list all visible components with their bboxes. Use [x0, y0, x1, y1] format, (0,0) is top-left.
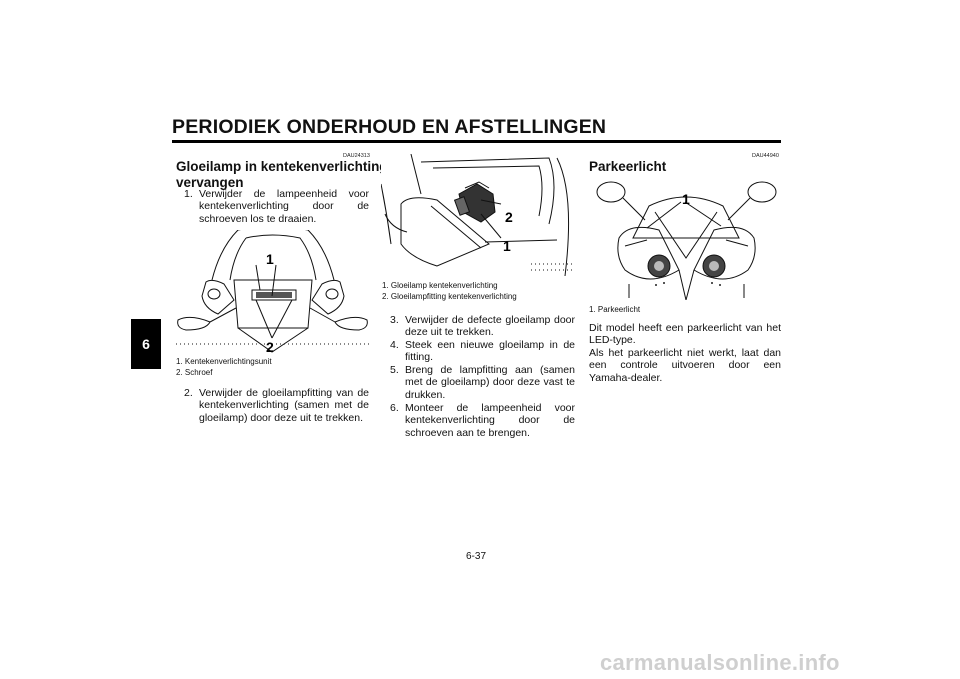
step-number: 1.	[184, 188, 193, 200]
step-text: Steek een nieuwe gloeilamp in de fitting.	[405, 339, 575, 364]
caption-1: 1. Gloeilamp kentekenverlichting	[382, 281, 498, 290]
figure-callout-2: 2	[266, 339, 274, 355]
caption-2: 2. Schroef	[176, 368, 213, 377]
parking-light-figure	[589, 178, 784, 300]
section-code: DAU44940	[752, 153, 779, 159]
chapter-tab: 6	[131, 319, 161, 369]
watermark: carmanualsonline.info	[600, 650, 840, 675]
step-number: 2.	[184, 387, 193, 399]
paragraph-2: Als het parkeerlicht niet werkt, laat dan een controle uitvoeren door een Yamaha-dealer.	[589, 346, 781, 384]
step-text: Verwijder de gloeilampfitting van de kentekenverlichting (samen met de gloeilamp) door deze uit te trekken.	[199, 387, 369, 424]
figure-callout-2: 2	[505, 209, 513, 225]
step-number: 5.	[390, 364, 399, 376]
header-rule	[172, 140, 781, 143]
figure-callout-1: 1	[503, 238, 511, 254]
step-text: Verwijder de lampeenheid voor kentekenverlichting door de schroeven los te draaien.	[199, 188, 369, 225]
caption-2: 2. Gloeilampfitting kentekenverlichting	[382, 292, 517, 301]
section-heading-line1: Gloeilamp in kentekenverlichting	[176, 159, 388, 174]
figure-caption: 1. Parkeerlicht	[589, 305, 641, 314]
section-heading	[176, 159, 388, 191]
figure-captions	[176, 356, 371, 378]
step-number: 4.	[390, 339, 399, 351]
figure-captions	[382, 280, 577, 302]
step-text: Verwijder de defecte gloeilamp door deze uit te trekken.	[405, 314, 575, 339]
step-text: Monteer de lampeenheid voor kentekenverlichting door de schroeven aan te brengen.	[405, 402, 575, 439]
step-6	[390, 402, 575, 442]
step-4	[390, 339, 575, 365]
section-heading: Parkeerlicht	[589, 159, 667, 174]
bulb-socket-figure	[381, 154, 576, 277]
figure-callout-1: 1	[266, 251, 274, 267]
body-paragraph	[589, 322, 781, 384]
section-heading-line2: vervangen	[176, 175, 244, 190]
page-header-title: PERIODIEK ONDERHOUD EN AFSTELLINGEN	[172, 116, 607, 138]
step-5	[390, 364, 575, 404]
step-number: 3.	[390, 314, 399, 326]
page-number: 6-37	[466, 551, 487, 562]
step-number: 6.	[390, 402, 399, 414]
license-light-figure	[176, 230, 369, 355]
step-text: Breng de lampfitting aan (samen met de gloeilamp) door deze vast te drukken.	[405, 364, 575, 401]
step-2	[184, 387, 369, 427]
step-3	[390, 314, 575, 340]
paragraph-1: Dit model heeft een parkeerlicht van het LED-type.	[589, 322, 781, 347]
caption-1: 1. Kentekenverlichtingsunit	[176, 357, 272, 366]
figure-callout-1: 1	[682, 191, 690, 207]
section-code: DAU24313	[343, 153, 370, 159]
step-1	[184, 188, 369, 228]
